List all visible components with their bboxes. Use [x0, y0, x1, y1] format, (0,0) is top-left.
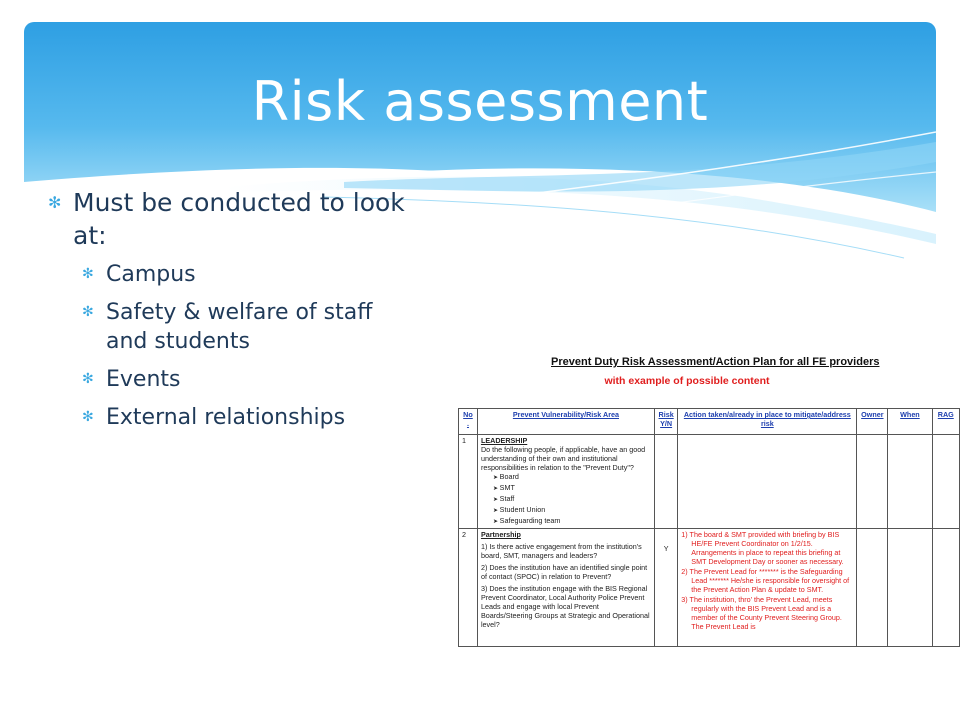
- column-header-rag: RAG: [932, 409, 959, 435]
- sub-bullet-item: [48, 365, 418, 394]
- bullet-text: Campus: [106, 262, 196, 287]
- column-header-when: When: [888, 409, 932, 435]
- asterisk-bullet-icon: ✻: [82, 409, 94, 425]
- cell-action: [678, 529, 857, 647]
- list-item: ➤ Staff: [493, 494, 651, 505]
- column-header-area: Prevent Vulnerability/Risk Area: [477, 409, 654, 435]
- cell-when: [888, 435, 932, 529]
- table-row: [459, 435, 960, 529]
- cell-no: 2: [459, 529, 478, 647]
- cell-owner: [857, 529, 888, 647]
- list-item: 3) The institution, thro' the Prevent Lead, meets regularly with the BIS Prevent Lead and is a member of the County Prevent Steering Group. The Prevent Lead is: [681, 595, 842, 631]
- cell-risk: [654, 529, 677, 647]
- cell-area: [477, 529, 654, 647]
- column-header-risk: Risk Y/N: [654, 409, 677, 435]
- sub-bullet-item: [48, 260, 418, 289]
- bullet-text: Events: [106, 367, 181, 392]
- cell-rag: [932, 435, 959, 529]
- list-item: ➤ Student Union: [493, 505, 651, 516]
- area-question: 3) Does the institution engage with the BIS Regional Prevent Coordinator, Local Authority Police Prevent Leads and engage with local Prevent Boards/Steering Groups at Strategic and Operational level?: [480, 584, 650, 629]
- area-item-list: [481, 472, 651, 527]
- list-item: ➤ Safeguarding team: [493, 516, 651, 527]
- slide-title: Risk assessment: [251, 70, 709, 133]
- cell-area: [477, 435, 654, 529]
- cell-rag: [932, 529, 959, 647]
- area-text: Do the following people, if applicable, have an good understanding of their own and institutional responsibilities in relation to the "Prevent Duty"?: [480, 445, 646, 472]
- document-subheading: with example of possible content: [604, 375, 770, 387]
- action-list: [681, 530, 853, 631]
- bullet-item: [48, 186, 418, 252]
- column-header-no: No .: [459, 409, 478, 435]
- risk-value: Y: [663, 544, 669, 553]
- document-heading: Prevent Duty Risk Assessment/Action Plan for all FE providers: [551, 356, 880, 368]
- column-header-owner: Owner: [857, 409, 888, 435]
- bullet-text: External relationships: [106, 405, 346, 430]
- list-item: ➤ Board: [493, 472, 651, 483]
- sub-bullet-item: [48, 403, 418, 432]
- risk-assessment-table: [458, 408, 960, 647]
- asterisk-bullet-icon: ✻: [82, 304, 94, 320]
- list-item: 1) The board & SMT provided with briefing by BIS HE/FE Prevent Coordinator on 1/2/15. Arrangements in place to repeat this briefing at SMT Development Day or sooner as necessary.: [681, 530, 844, 566]
- document-screenshot: [452, 348, 960, 640]
- bullet-text: Safety & welfare of staff and students: [106, 300, 373, 354]
- list-item: ➤ SMT: [493, 483, 651, 494]
- cell-no: 1: [459, 435, 478, 529]
- area-question: 2) Does the institution have an identified single point of contact (SPOC) in relation to Prevent?: [480, 563, 648, 581]
- cell-risk: [654, 435, 677, 529]
- bullet-list: [48, 186, 418, 441]
- cell-action: [678, 435, 857, 529]
- area-title: LEADERSHIP: [480, 436, 528, 445]
- cell-owner: [857, 435, 888, 529]
- list-item: 2) The Prevent Lead for ******* is the Safeguarding Lead ******* He/she is responsible for oversight of the Prevent Action Plan & update to SMT.: [681, 567, 850, 594]
- area-title: Partnership: [480, 530, 521, 539]
- table-row: [459, 529, 960, 647]
- table-header-row: [459, 409, 960, 435]
- asterisk-bullet-icon: ✻: [82, 371, 94, 387]
- asterisk-bullet-icon: ✻: [82, 266, 94, 282]
- cell-when: [888, 529, 932, 647]
- sub-bullet-item: [48, 298, 418, 356]
- bullet-text: Must be conducted to look at:: [73, 188, 405, 250]
- column-header-action: Action taken/already in place to mitigate/address risk: [678, 409, 857, 435]
- area-question: 1) Is there active engagement from the institution's board, SMT, managers and leaders?: [480, 542, 642, 560]
- asterisk-bullet-icon: ✻: [48, 193, 62, 212]
